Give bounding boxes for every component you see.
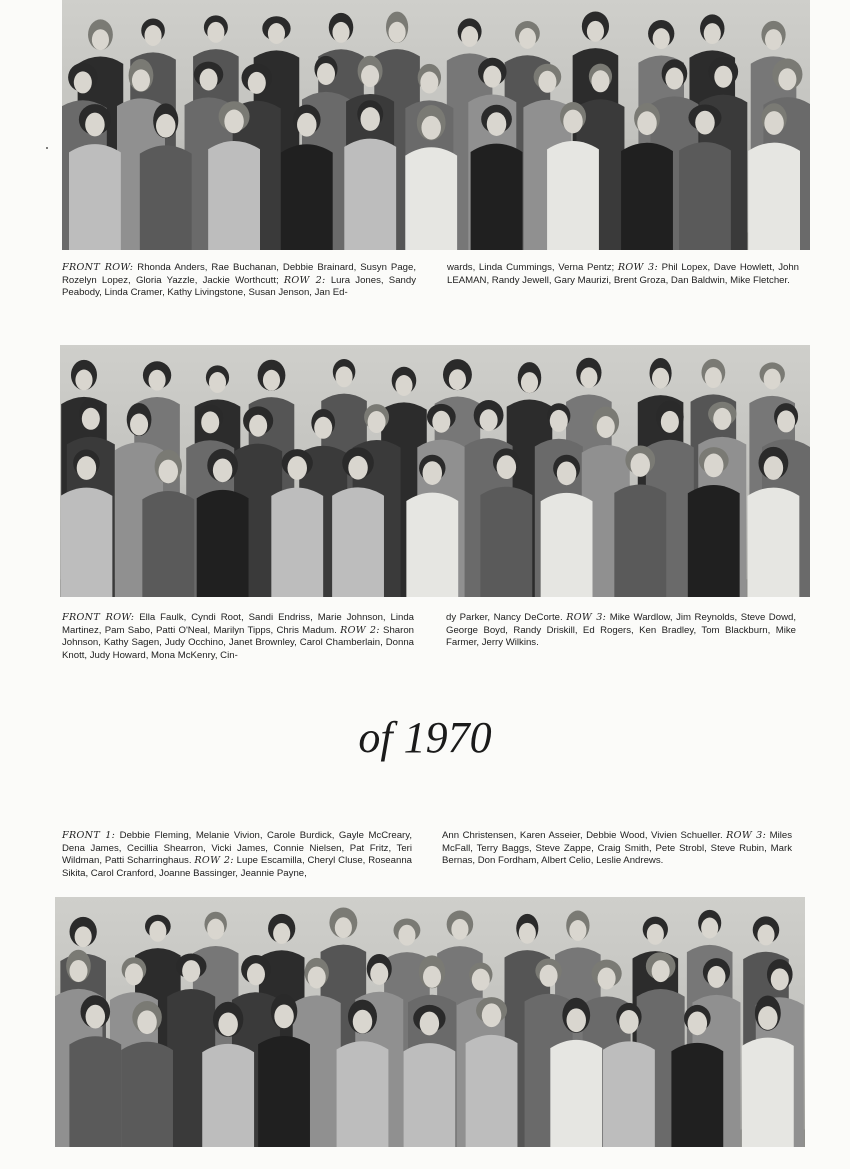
student-body xyxy=(688,485,740,597)
student-face xyxy=(420,1012,439,1036)
student-face xyxy=(591,70,609,92)
student-face xyxy=(598,967,616,989)
row-label: ROW 3: xyxy=(566,612,607,623)
student-face xyxy=(137,1010,156,1034)
student-body xyxy=(337,1041,389,1147)
student-face xyxy=(764,456,783,480)
student-face xyxy=(332,22,349,43)
photo-caption-left xyxy=(62,262,416,300)
student-face xyxy=(82,408,100,430)
student-face xyxy=(398,925,415,946)
student-face xyxy=(757,925,774,946)
student-body xyxy=(258,1036,310,1147)
student-face xyxy=(637,111,656,135)
names-text: Mike Wardlow, Jim Reynolds, Steve Dowd, George Boyd, Randy Driskill, Ed Rogers, Ken Bradley, Tom Blackburn, Mike Farmer, Jerry Wilkins. xyxy=(446,612,796,649)
student-body xyxy=(142,491,194,597)
student-body xyxy=(406,493,458,597)
names-text: Rhonda Anders, Rae Buchanan, Debbie Brainard, Susyn Page, Rozelyn Lopez, Gloria Yazzle, Jackie Worthcutt; xyxy=(62,262,416,286)
student-face xyxy=(480,409,498,431)
student-face xyxy=(521,372,538,393)
student-face xyxy=(423,461,442,485)
student-face xyxy=(421,116,440,140)
student-face xyxy=(218,1012,237,1036)
student-face xyxy=(557,461,576,485)
student-face xyxy=(705,367,722,388)
student-face xyxy=(314,417,332,439)
student-face xyxy=(451,919,468,940)
student-face xyxy=(288,456,307,480)
student-face xyxy=(653,28,670,49)
student-face xyxy=(308,966,326,988)
student-face xyxy=(461,26,478,47)
student-face xyxy=(75,926,92,947)
student-face xyxy=(497,455,516,479)
student-face xyxy=(519,28,536,49)
student-body xyxy=(603,1041,655,1147)
student-body xyxy=(208,141,260,250)
student-face xyxy=(268,23,285,44)
row-label: ROW 2: xyxy=(283,274,326,286)
student-face xyxy=(361,65,379,87)
student-face xyxy=(580,367,597,388)
student-face xyxy=(765,29,782,50)
student-face xyxy=(182,960,200,982)
student-face xyxy=(647,924,664,945)
names-text: Miles McFall, Terry Baggs, Steve Zappe, Craig Smith, Pete Strobl, Steve Rubin, Mark Bernas, Don Fordham, Albert Celio, Leslie Andrews. xyxy=(442,830,792,867)
student-face xyxy=(395,375,412,396)
student-face xyxy=(540,965,558,987)
photo-caption-left xyxy=(62,612,414,662)
student-face xyxy=(263,370,280,391)
student-body xyxy=(671,1043,723,1147)
page-title: of 1970 xyxy=(358,713,492,762)
student-face xyxy=(247,963,265,985)
student-face xyxy=(631,453,650,477)
student-face xyxy=(597,416,615,438)
photo-graphic xyxy=(60,345,810,597)
row-label: ROW 3: xyxy=(617,262,658,273)
student-face xyxy=(159,460,178,484)
student-face xyxy=(764,111,783,135)
row-label: FRONT ROW: xyxy=(62,612,135,623)
student-face xyxy=(207,919,224,940)
student-body xyxy=(332,487,384,597)
scan-speck xyxy=(46,147,48,149)
student-body xyxy=(61,488,113,597)
class-group-photo xyxy=(60,345,810,597)
student-face xyxy=(764,369,781,390)
student-face xyxy=(758,1006,777,1030)
student-face xyxy=(771,968,789,990)
names-text: Debbie Fleming, Melanie Vivion, Carole Burdick, Gayle McCreary, Dena James, Cecillia Shearron, Vicki James, Connie Nielsen, Pat Fritz, Teri Wildman, Patti Scharringhaus. xyxy=(62,830,412,867)
names-text: Lupe Escamilla, Cheryl Cluse, Roseanna Sikita, Carol Cranford, Joanne Bassinger, Jeannie Payne, xyxy=(62,855,412,879)
student-face xyxy=(200,68,218,90)
student-face xyxy=(75,370,92,391)
student-face xyxy=(224,110,243,134)
student-face xyxy=(567,1008,586,1032)
photo-caption-left xyxy=(62,830,412,880)
student-body xyxy=(202,1044,254,1147)
student-face xyxy=(273,923,290,944)
names-text: Lura Jones, Sandy Peabody, Linda Cramer, Kathy Livingstone, Susan Jenson, Jan Ed- xyxy=(62,274,416,299)
student-face xyxy=(156,114,175,138)
student-face xyxy=(149,921,166,942)
student-face xyxy=(274,1004,293,1028)
student-face xyxy=(704,454,723,478)
row-label: FRONT 1: xyxy=(62,830,116,841)
student-body xyxy=(69,1036,121,1147)
student-face xyxy=(482,1003,501,1027)
student-face xyxy=(701,918,718,939)
student-body xyxy=(271,488,323,597)
names-text: Phil Lopex, Dave Howlett, John LEAMAN, Randy Jewell, Gary Maurizi, Brent Groza, Dan Baldwin, Mike Fletcher. xyxy=(447,262,799,286)
student-face xyxy=(248,72,266,94)
student-face xyxy=(472,969,490,991)
student-face xyxy=(360,107,379,131)
row-label: ROW 2: xyxy=(340,624,380,636)
student-face xyxy=(335,366,352,387)
student-face xyxy=(69,960,87,982)
student-body xyxy=(140,145,192,250)
student-body xyxy=(541,493,593,597)
student-face xyxy=(317,63,335,85)
student-body xyxy=(197,490,249,597)
student-face xyxy=(209,372,226,393)
student-body xyxy=(614,485,666,597)
student-face xyxy=(144,25,161,46)
names-text: Sharon Johnson, Kathy Sagen, Judy Occhino, Janet Brownley, Carol Chamberlain, Donna Knott, Judy Howard, Mona McKenry, Cin- xyxy=(62,624,414,661)
student-face xyxy=(249,415,267,437)
student-face xyxy=(86,1005,105,1029)
student-face xyxy=(519,923,536,944)
student-face xyxy=(335,917,352,938)
student-face xyxy=(348,456,367,480)
student-face xyxy=(77,456,96,480)
student-face xyxy=(487,112,506,136)
student-body xyxy=(471,144,523,250)
student-body xyxy=(480,487,532,597)
student-face xyxy=(207,22,224,43)
student-face xyxy=(370,963,388,985)
names-text: wards, Linda Cummings, Verna Pentz; xyxy=(447,262,618,273)
student-body xyxy=(281,144,333,250)
photo-caption-right xyxy=(447,262,799,287)
names-text: Ann Christensen, Karen Asseier, Debbie Wood, Vivien Schueller. xyxy=(442,830,727,841)
student-face xyxy=(652,960,670,982)
student-body xyxy=(747,488,799,597)
student-face xyxy=(665,68,683,90)
student-face xyxy=(714,66,732,88)
student-face xyxy=(74,71,92,93)
student-body xyxy=(466,1035,518,1147)
student-face xyxy=(538,71,556,93)
student-face xyxy=(132,69,150,91)
student-body xyxy=(344,139,396,250)
student-face xyxy=(778,68,796,90)
student-face xyxy=(353,1010,372,1034)
student-face xyxy=(213,458,232,482)
student-body xyxy=(748,143,800,250)
student-body xyxy=(405,147,457,250)
class-group-photo xyxy=(55,897,805,1147)
student-face xyxy=(563,110,582,134)
student-face xyxy=(297,113,316,137)
student-face xyxy=(125,963,143,985)
student-body xyxy=(121,1042,173,1147)
student-face xyxy=(201,411,219,433)
student-face xyxy=(85,113,104,137)
names-text: dy Parker, Nancy DeCorte. xyxy=(446,612,567,623)
student-face xyxy=(368,411,386,433)
student-face xyxy=(688,1011,707,1035)
student-face xyxy=(661,411,679,433)
student-face xyxy=(704,23,721,44)
student-face xyxy=(420,72,438,94)
student-face xyxy=(92,29,109,50)
row-label: ROW 2: xyxy=(194,855,234,867)
student-face xyxy=(449,369,466,390)
student-face xyxy=(619,1010,638,1034)
photo-caption-right xyxy=(442,830,792,868)
row-label: ROW 3: xyxy=(726,830,767,841)
student-face xyxy=(713,408,731,430)
student-face xyxy=(550,410,568,432)
student-body xyxy=(621,143,673,250)
student-body xyxy=(742,1038,794,1147)
class-group-photo xyxy=(62,0,810,250)
photo-graphic xyxy=(55,897,805,1147)
student-face xyxy=(569,920,586,941)
student-face xyxy=(432,411,450,433)
row-label: FRONT ROW: xyxy=(62,262,134,273)
student-body xyxy=(403,1043,455,1147)
student-body xyxy=(547,141,599,250)
names-text: Ella Faulk, Cyndi Root, Sandi Endriss, Marie Johnson, Linda Martinez, Pam Sabo, Patti O'Neal, Marilyn Tipps, Chris Madum. xyxy=(62,612,414,636)
student-face xyxy=(707,966,725,988)
student-face xyxy=(130,414,148,436)
photo-caption-right xyxy=(446,612,796,650)
student-body xyxy=(679,142,731,250)
student-face xyxy=(587,21,604,42)
student-face xyxy=(389,22,406,43)
student-face xyxy=(483,66,501,88)
student-face xyxy=(423,966,441,988)
student-face xyxy=(149,370,166,391)
student-face xyxy=(695,111,714,135)
student-face xyxy=(777,410,795,432)
student-body xyxy=(550,1040,602,1147)
photo-graphic xyxy=(62,0,810,250)
student-body xyxy=(69,144,121,250)
student-face xyxy=(652,368,669,389)
